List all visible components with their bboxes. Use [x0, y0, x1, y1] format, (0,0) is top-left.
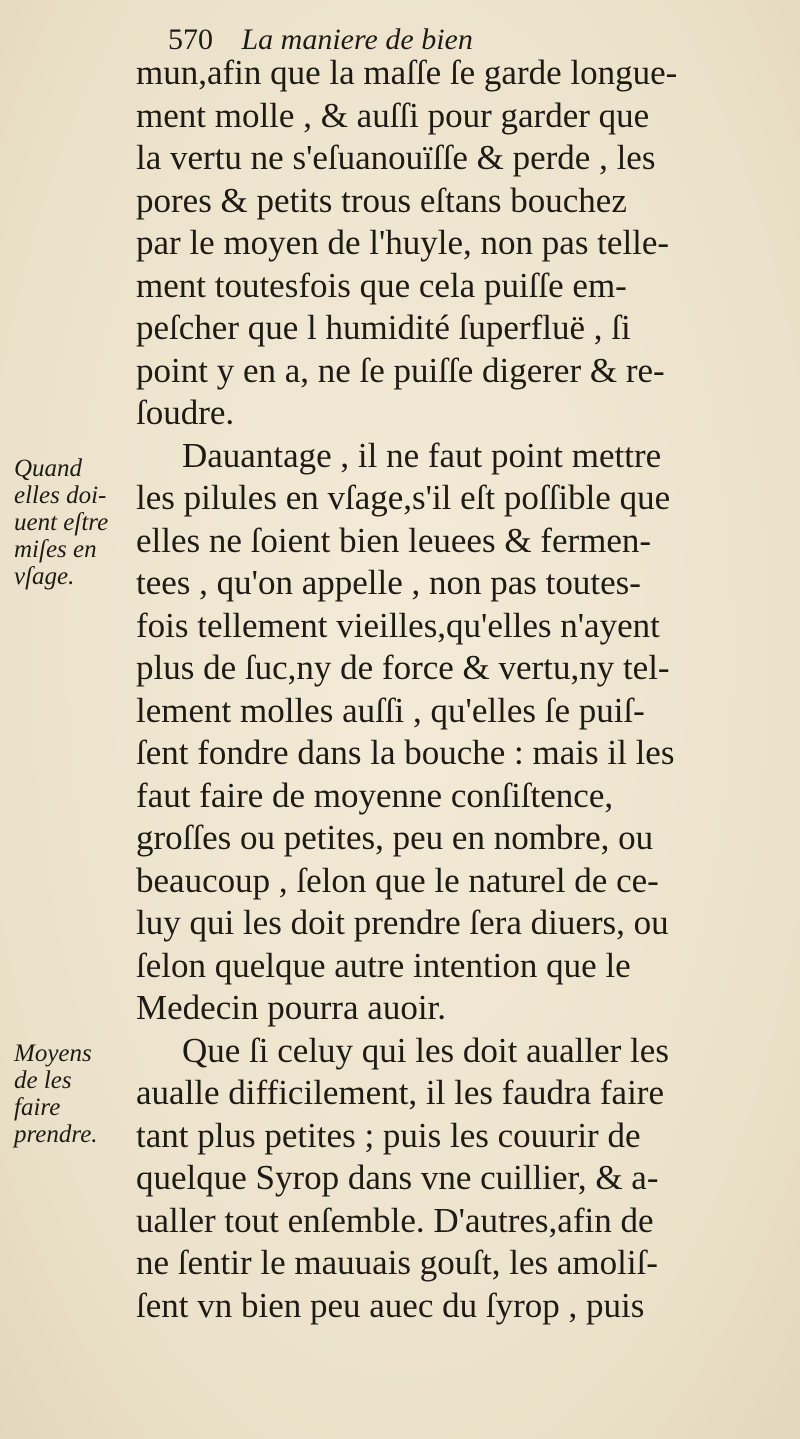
margin-note-line: Moyens — [14, 1040, 92, 1067]
text-line: tant plus petites ; puis les couurir de — [136, 1115, 641, 1155]
margin-note-line: elles doi- — [14, 482, 107, 509]
text-line: beaucoup , ſelon que le naturel de ce- — [136, 860, 659, 900]
text-line: par le moyen de l'huyle, non pas telle- — [136, 223, 670, 262]
body-text — [136, 52, 776, 1327]
text-line: Que ſi celuy qui les doit aualler les — [182, 1030, 669, 1070]
page-number: 570 — [168, 23, 213, 56]
text-line: ſoudre. — [136, 393, 235, 432]
text-line: les pilules en vſage,s'il eſt poſſible que — [136, 478, 671, 517]
text-line: Medecin pourra auoir. — [136, 988, 447, 1027]
text-line: point y en a, ne ſe puiſſe digerer & re- — [136, 350, 665, 390]
text-line: pores & petits trous eſtans bouchez — [136, 180, 627, 220]
text-line: Dauantage , il ne faut point mettre — [182, 435, 662, 475]
margin-note-quand — [14, 455, 132, 590]
text-line: faut faire de moyenne conſiſtence, — [136, 775, 614, 815]
text-line: la vertu ne s'eſuanouïſſe & perde , les — [136, 138, 656, 177]
text-line: ualler tout enſemble. D'autres,afin de — [136, 1200, 654, 1240]
text-line: fois tellement vieilles,qu'elles n'ayent — [136, 605, 660, 645]
margin-note-line: Quand — [14, 455, 83, 482]
text-line: ſent vn bien peu auec du ſyrop , puis — [136, 1285, 645, 1325]
text-line: ment molle , & auſſi pour garder que — [136, 95, 650, 135]
running-head: La maniere de bien — [241, 23, 473, 56]
text-line: aualle difficilement, il les faudra faire — [136, 1073, 664, 1112]
text-line: luy qui les doit prendre ſera diuers, ou — [136, 903, 669, 942]
text-line: ſent fondre dans la bouche : mais il les — [136, 733, 675, 772]
text-line: ment toutesfois que cela puiſſe em- — [136, 265, 627, 305]
text-line: elles ne ſoient bien leuees & fermen- — [136, 520, 652, 560]
margin-note-line: vſage. — [14, 563, 75, 590]
margin-note-line: de les — [14, 1067, 72, 1094]
text-line: lement molles auſſi , qu'elles ſe puiſ- — [136, 690, 645, 730]
text-line: tees , qu'on appelle , non pas toutes- — [136, 563, 641, 602]
text-line: quelque Syrop dans vne cuillier, & a- — [136, 1158, 659, 1197]
text-line: plus de ſuc,ny de force & vertu,ny tel- — [136, 648, 670, 687]
margin-note-moyens — [14, 1040, 132, 1148]
text-line: mun,afin que la maſſe ſe garde longue- — [136, 53, 678, 92]
margin-note-line: faire — [14, 1094, 61, 1121]
margin-note-line: prendre. — [14, 1121, 98, 1148]
margin-note-line: miſes en — [14, 536, 97, 563]
margin-note-line: uent eſtre — [14, 509, 109, 536]
text-line: peſcher que l humidité ſuperfluë , ſi — [136, 308, 631, 347]
text-line: ſelon quelque autre intention que le — [136, 945, 631, 985]
text-line: groſſes ou petites, peu en nombre, ou — [136, 818, 654, 857]
text-line: ne ſentir le mauuais gouſt, les amoliſ- — [136, 1243, 658, 1282]
